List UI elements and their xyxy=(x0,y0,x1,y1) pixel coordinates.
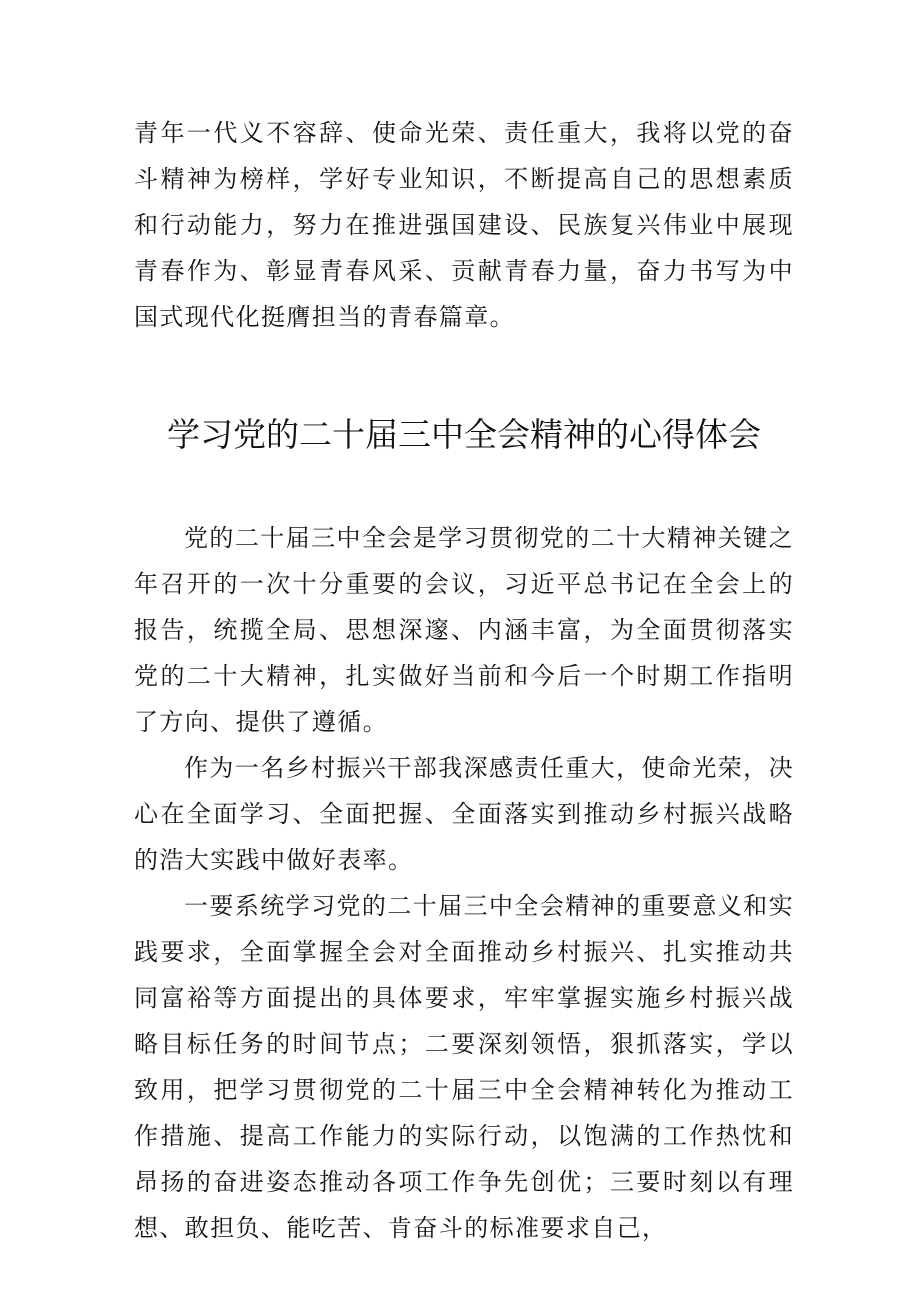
body-paragraph-3: 一要系统学习党的二十届三中全会精神的重要意义和实践要求，全面掌握全会对全面推动乡村振兴、扎实推动共同富裕等方面提出的具体要求，牢牢掌握实施乡村振兴战略目标任务的时间节点；二要深刻领悟，狠抓落实，学以致用，把学习贯彻党的二十届三中全会精神转化为推动工作措施、提高工作能力的实际行动，以饱满的工作热忱和昂扬的奋进姿态推动各项工作争先创优；三要时刻以有理想、敢担负、能吃苦、肯奋斗的标准要求自己， xyxy=(134,892,794,1242)
continuation-paragraph: 青年一代义不容辞、使命光荣、责任重大，我将以党的奋斗精神为榜样，学好专业知识，不断提高自己的思想素质和行动能力，努力在推进强国建设、民族复兴伟业中展现青春作为、彰显青春风采、贡献青春力量，奋力书写为中国式现代化挺膺担当的青春篇章。 xyxy=(134,119,794,331)
document-body xyxy=(134,110,794,1251)
body-paragraph-1: 党的二十届三中全会是学习贯彻党的二十大精神关键之年召开的一次十分重要的会议，习近平总书记在全会上的报告，统揽全局、思想深邃、内涵丰富，为全面贯彻落实党的二十大精神，扎实做好当前和今后一个时期工作指明了方向、提供了遵循。 xyxy=(134,524,794,736)
body-paragraph-2: 作为一名乡村振兴干部我深感责任重大，使命光荣，决心在全面学习、全面把握、全面落实到推动乡村振兴战略的浩大实践中做好表率。 xyxy=(134,754,794,874)
document-title: 学习党的二十届三中全会精神的心得体会 xyxy=(167,415,761,454)
